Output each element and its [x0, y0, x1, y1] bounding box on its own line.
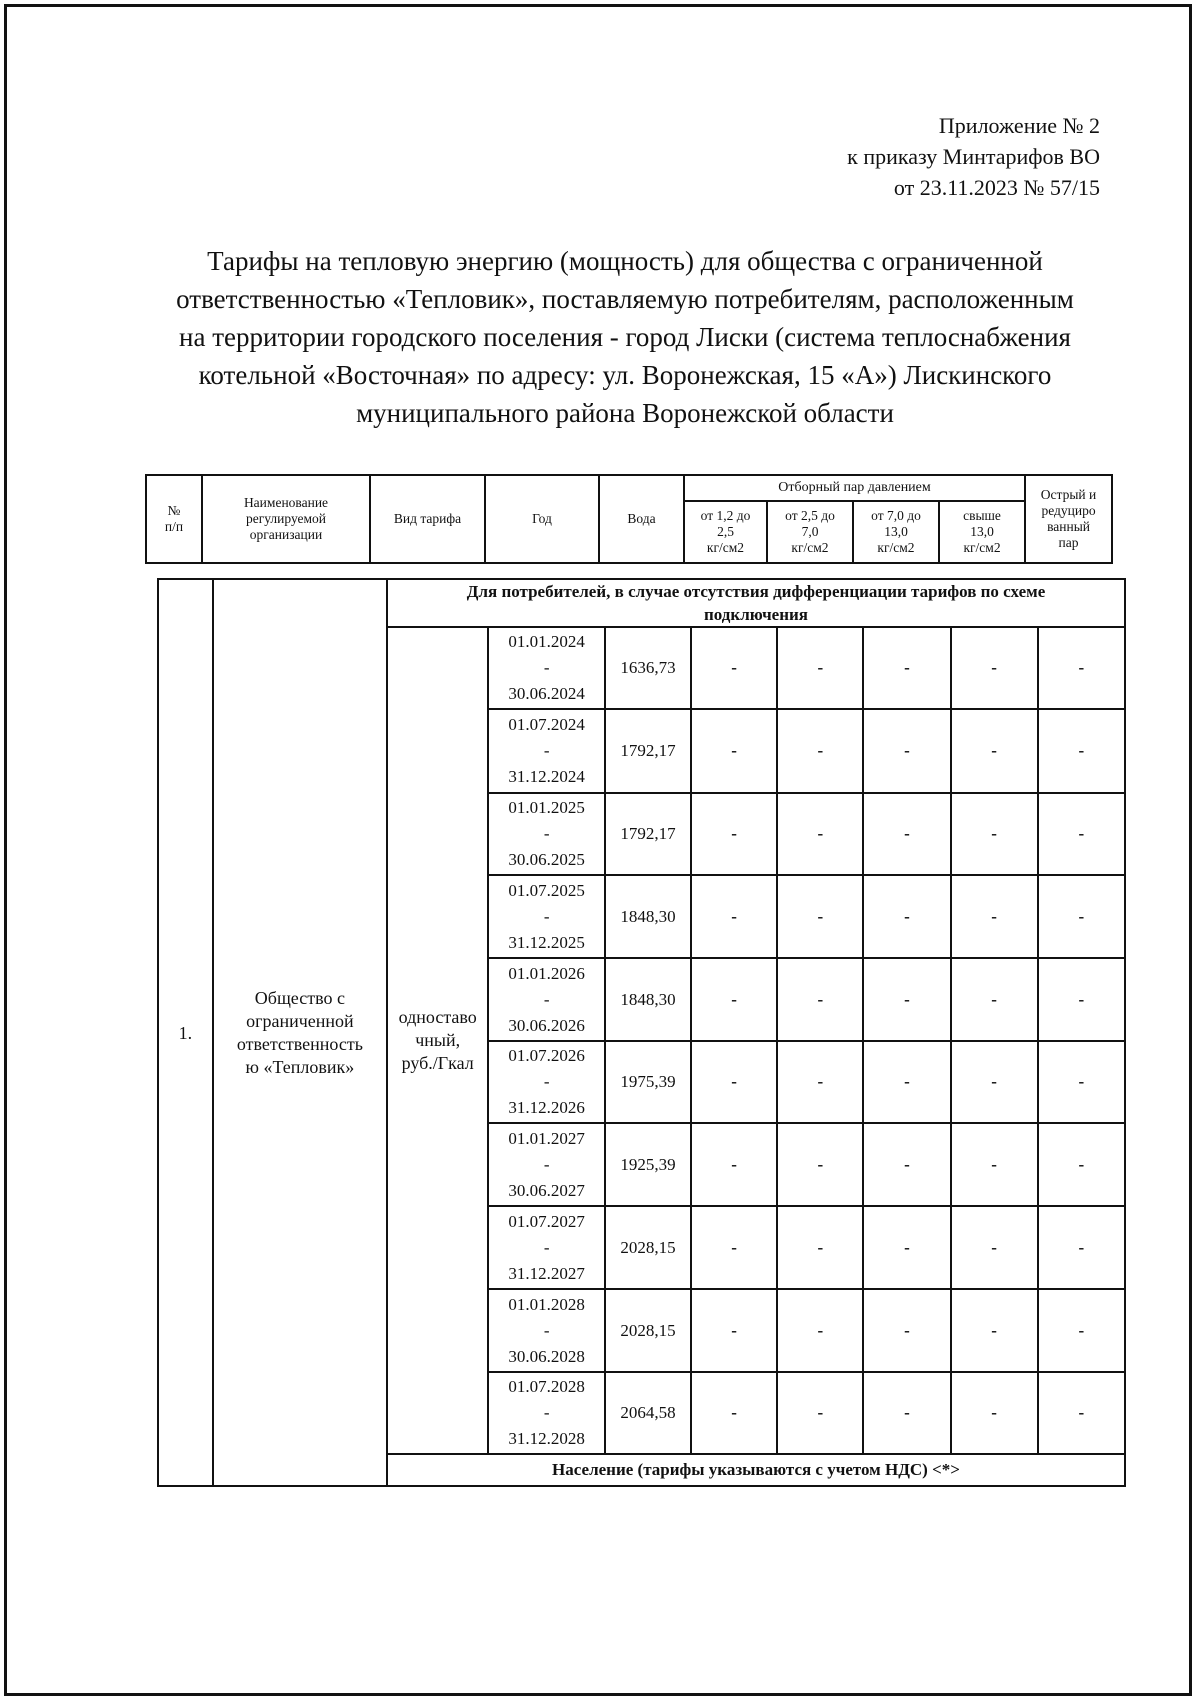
period-end: 31.12.2027 — [508, 1263, 585, 1283]
header-steam-1-line-1: от 1,2 до — [700, 508, 751, 523]
period-end: 30.06.2024 — [508, 684, 585, 703]
steam-1-value: - — [691, 709, 777, 793]
period-start: 01.01.2026 — [508, 963, 585, 983]
steam-4-value: - — [951, 1372, 1038, 1454]
section-population: Население (тарифы указываются с учетом НДС) <*> — [387, 1454, 1125, 1486]
period-end: 30.06.2026 — [508, 1015, 585, 1035]
header-sharp-steam — [1025, 475, 1112, 563]
period-start: 01.07.2028 — [508, 1377, 585, 1396]
header-org-line-3: организации — [249, 527, 323, 542]
steam-3-value: - — [863, 1123, 950, 1206]
steam-3-value: - — [863, 875, 950, 958]
appendix-line-2: к приказу Минтарифов ВО — [847, 144, 1100, 169]
water-value: 1792,17 — [605, 793, 691, 875]
sharp-steam-value: - — [1038, 1123, 1125, 1206]
period-start: 01.07.2024 — [508, 715, 585, 734]
title-line-4: котельной «Восточная» по адресу: ул. Воронежская, 15 «А») Лискинского — [198, 360, 1052, 390]
period-end: 30.06.2028 — [508, 1346, 585, 1366]
period-end: 31.12.2024 — [508, 767, 585, 786]
header-steam-1 — [684, 501, 767, 563]
header-steam-4-line-3: кг/см2 — [963, 540, 1001, 555]
org-line-3: ответственность — [236, 1033, 363, 1054]
steam-4-value: - — [951, 709, 1038, 793]
steam-3-value: - — [863, 1206, 950, 1289]
period-cell — [488, 1289, 605, 1372]
header-sharp-line-4: пар — [1058, 535, 1079, 550]
header-water: Вода — [599, 475, 684, 563]
steam-4-value: - — [951, 1123, 1038, 1206]
period-start: 01.01.2024 — [508, 632, 585, 651]
water-value: 1636,73 — [605, 627, 691, 709]
steam-4-value: - — [951, 875, 1038, 958]
tariff-type — [387, 627, 488, 1454]
steam-4-value: - — [951, 1206, 1038, 1289]
period-separator: - — [543, 906, 550, 926]
appendix-line-3: от 23.11.2023 № 57/15 — [893, 175, 1100, 200]
sharp-steam-value: - — [1038, 1289, 1125, 1372]
period-start: 01.01.2025 — [508, 798, 585, 817]
org-line-2: ограниченной — [246, 1010, 354, 1031]
header-sharp-line-3: ванный — [1047, 519, 1090, 534]
steam-1-value: - — [691, 1041, 777, 1123]
steam-1-value: - — [691, 1372, 777, 1454]
period-cell — [488, 709, 605, 793]
header-steam-1-line-2: 2,5 — [717, 524, 734, 539]
steam-2-value: - — [777, 709, 863, 793]
header-organization — [202, 475, 370, 563]
header-steam-2-line-2: 7,0 — [801, 524, 819, 539]
tariff-body-table — [157, 578, 1126, 1487]
section-1-line-2: подключения — [704, 605, 809, 624]
header-year: Год — [485, 475, 599, 563]
header-steam-3-line-3: кг/см2 — [877, 540, 915, 555]
header-steam-4-line-2: 13,0 — [970, 524, 994, 539]
period-start: 01.01.2028 — [508, 1294, 585, 1314]
sharp-steam-value: - — [1038, 875, 1125, 958]
sharp-steam-value: - — [1038, 958, 1125, 1041]
steam-3-value: - — [863, 709, 950, 793]
period-end: 31.12.2028 — [508, 1429, 585, 1448]
period-cell — [488, 875, 605, 958]
sharp-steam-value: - — [1038, 793, 1125, 875]
steam-2-value: - — [777, 958, 863, 1041]
water-value: 2028,15 — [605, 1289, 691, 1372]
steam-2-value: - — [777, 875, 863, 958]
header-num — [146, 475, 202, 563]
steam-2-value: - — [777, 1041, 863, 1123]
title-line-3: на территории городского поселения - город Лиски (система теплоснабжения — [179, 322, 1071, 352]
period-start: 01.07.2025 — [508, 880, 585, 900]
header-tariff-type: Вид тарифа — [370, 475, 485, 563]
steam-4-value: - — [951, 627, 1038, 709]
header-steam-2-line-1: от 2,5 до — [785, 508, 835, 523]
title-line-1: Тарифы на тепловую энергию (мощность) для общества с ограниченной — [207, 246, 1043, 276]
sharp-steam-value: - — [1038, 709, 1125, 793]
period-separator: - — [543, 1072, 550, 1091]
period-start: 01.01.2027 — [508, 1128, 585, 1148]
period-separator: - — [543, 824, 550, 843]
header-steam-group: Отборный пар давлением — [684, 475, 1025, 501]
period-separator: - — [543, 1320, 550, 1340]
period-end: 30.06.2025 — [508, 850, 585, 869]
header-num-line-2: п/п — [164, 519, 184, 534]
steam-1-value: - — [691, 1206, 777, 1289]
document-title — [150, 242, 1100, 432]
sharp-steam-value: - — [1038, 627, 1125, 709]
appendix-line-1: Приложение № 2 — [938, 113, 1100, 138]
sharp-steam-value: - — [1038, 1041, 1125, 1123]
period-end: 31.12.2026 — [508, 1098, 585, 1117]
steam-4-value: - — [951, 958, 1038, 1041]
period-cell — [488, 1206, 605, 1289]
water-value: 1848,30 — [605, 875, 691, 958]
header-num-line-1: № — [167, 503, 181, 518]
period-start: 01.07.2027 — [508, 1211, 585, 1231]
header-steam-2-line-3: кг/см2 — [791, 540, 829, 555]
period-separator: - — [543, 1237, 550, 1257]
water-value: 2064,58 — [605, 1372, 691, 1454]
header-sharp-line-1: Острый и — [1040, 487, 1097, 502]
header-steam-3-line-1: от 7,0 до — [871, 508, 921, 523]
header-org-line-2: регулируемой — [245, 511, 327, 526]
steam-4-value: - — [951, 1289, 1038, 1372]
organization-name — [213, 579, 387, 1486]
water-value: 1925,39 — [605, 1123, 691, 1206]
water-value: 1848,30 — [605, 958, 691, 1041]
period-cell — [488, 958, 605, 1041]
period-cell — [488, 1372, 605, 1454]
steam-2-value: - — [777, 627, 863, 709]
steam-2-value: - — [777, 793, 863, 875]
row-number: 1. — [158, 579, 213, 1486]
steam-3-value: - — [863, 958, 950, 1041]
water-value: 2028,15 — [605, 1206, 691, 1289]
steam-3-value: - — [863, 627, 950, 709]
period-separator: - — [543, 741, 550, 760]
steam-2-value: - — [777, 1123, 863, 1206]
title-line-2: ответственностью «Тепловик», поставляемую потребителям, расположенным — [176, 284, 1074, 314]
steam-1-value: - — [691, 793, 777, 875]
period-start: 01.07.2026 — [508, 1046, 585, 1065]
sharp-steam-value: - — [1038, 1372, 1125, 1454]
period-end: 31.12.2025 — [508, 932, 585, 952]
tariff-header-table — [145, 474, 1113, 564]
steam-3-value: - — [863, 1041, 950, 1123]
tariff-line-2: чный, — [415, 1030, 461, 1050]
header-steam-2 — [767, 501, 853, 563]
steam-3-value: - — [863, 793, 950, 875]
steam-2-value: - — [777, 1372, 863, 1454]
period-cell — [488, 627, 605, 709]
section-1-line-1: Для потребителей, в случае отсутствия дифференциации тарифов по схеме — [466, 582, 1046, 601]
tariff-line-3: руб./Гкал — [401, 1053, 474, 1073]
steam-2-value: - — [777, 1289, 863, 1372]
period-cell — [488, 1123, 605, 1206]
steam-1-value: - — [691, 1123, 777, 1206]
steam-2-value: - — [777, 1206, 863, 1289]
steam-3-value: - — [863, 1372, 950, 1454]
header-steam-3 — [853, 501, 939, 563]
period-cell — [488, 793, 605, 875]
period-separator: - — [543, 658, 550, 677]
water-value: 1975,39 — [605, 1041, 691, 1123]
steam-4-value: - — [951, 793, 1038, 875]
period-cell — [488, 1041, 605, 1123]
header-steam-3-line-2: 13,0 — [884, 524, 908, 539]
header-steam-4-line-1: свыше — [963, 508, 1001, 523]
period-separator: - — [543, 1403, 550, 1422]
tariff-line-1: одноставо — [398, 1007, 477, 1027]
period-separator: - — [543, 989, 550, 1009]
header-org-line-1: Наименование — [243, 495, 329, 510]
water-value: 1792,17 — [605, 709, 691, 793]
steam-1-value: - — [691, 875, 777, 958]
sharp-steam-value: - — [1038, 1206, 1125, 1289]
header-sharp-line-2: редуциро — [1041, 503, 1096, 518]
org-line-4: ю «Тепловик» — [245, 1056, 355, 1077]
steam-1-value: - — [691, 1289, 777, 1372]
appendix-header — [847, 110, 1100, 203]
org-line-1: Общество с — [254, 987, 345, 1008]
steam-1-value: - — [691, 627, 777, 709]
steam-1-value: - — [691, 958, 777, 1041]
steam-3-value: - — [863, 1289, 950, 1372]
section-no-differentiation — [387, 579, 1125, 627]
period-end: 30.06.2027 — [508, 1180, 585, 1200]
steam-4-value: - — [951, 1041, 1038, 1123]
header-steam-4 — [939, 501, 1025, 563]
title-line-5: муниципального района Воронежской области — [356, 398, 894, 428]
header-steam-1-line-3: кг/см2 — [706, 540, 745, 555]
period-separator: - — [543, 1154, 550, 1174]
